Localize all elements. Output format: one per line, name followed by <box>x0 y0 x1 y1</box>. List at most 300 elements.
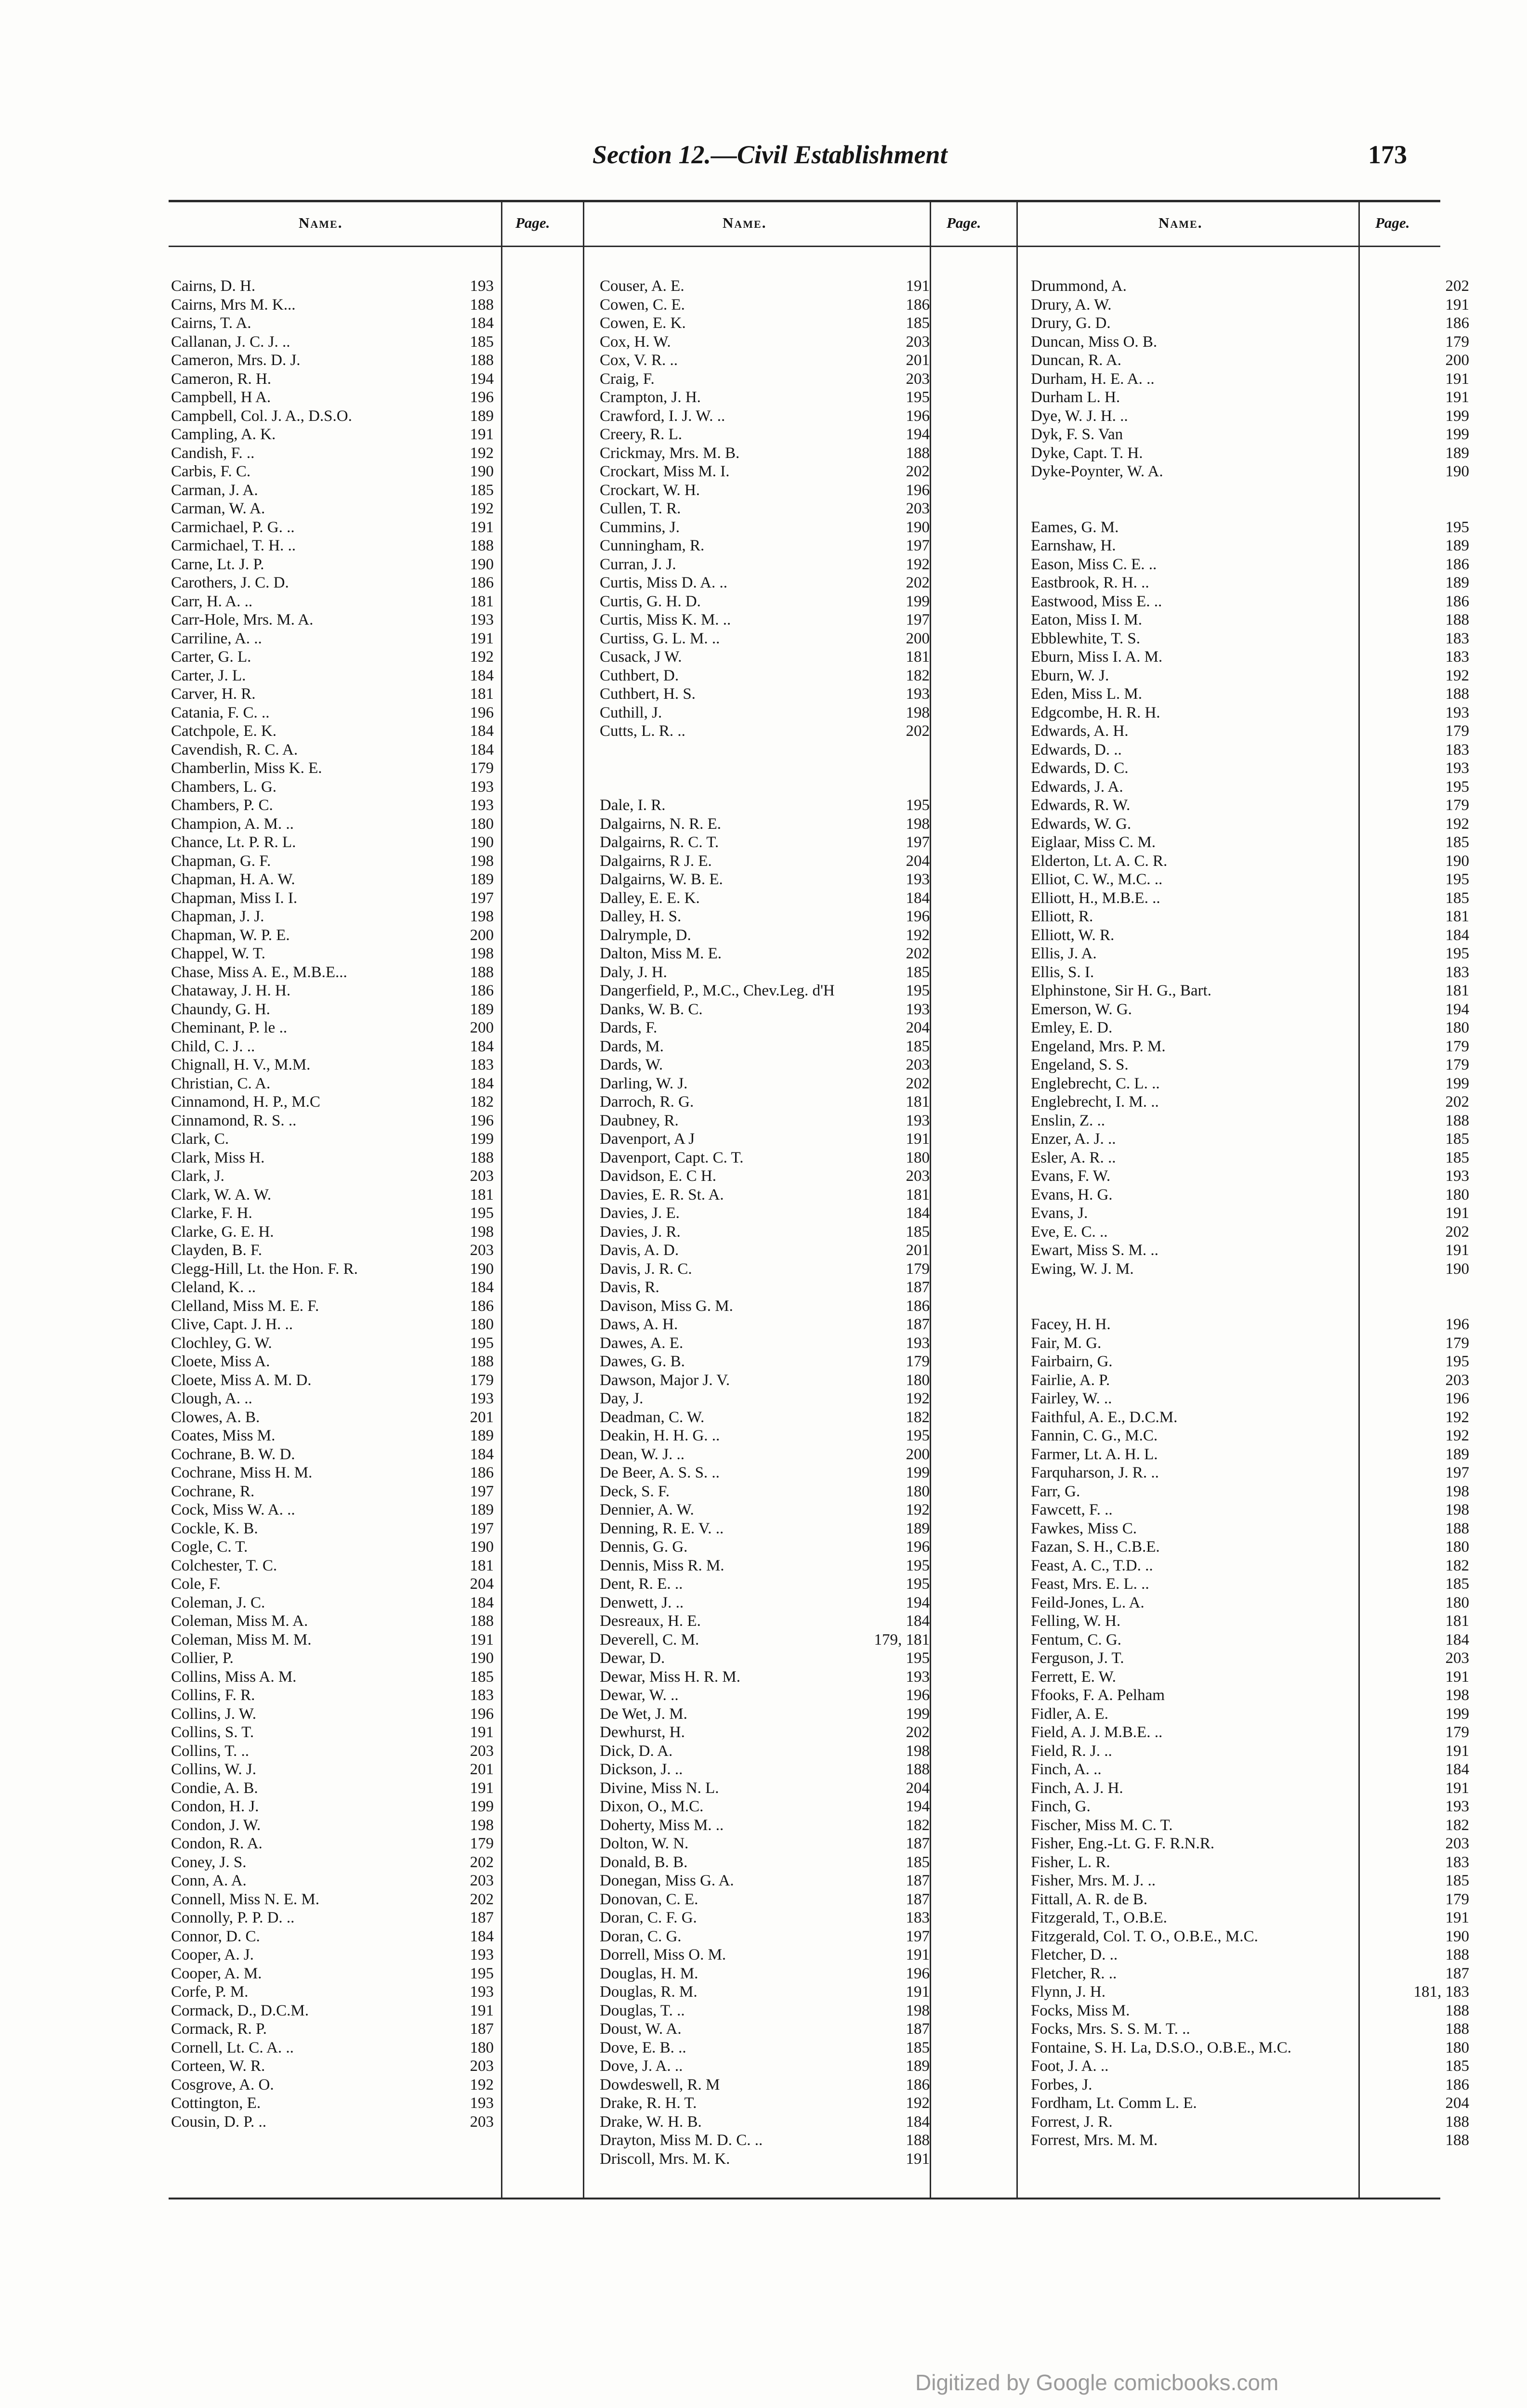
entry-page: 186 <box>1445 2076 1469 2094</box>
index-entry <box>600 1594 930 1612</box>
index-entry <box>600 370 930 389</box>
entry-name: Cosgrove, A. O. <box>171 2076 274 2094</box>
entry-page: 181 <box>906 1093 930 1111</box>
entry-name: Carriline, A. .. <box>171 629 262 647</box>
entry-name: Fannin, C. G., M.C. <box>1031 1427 1158 1444</box>
entry-page: 192 <box>1445 815 1469 833</box>
entry-name: Fidler, A. E. <box>1031 1705 1108 1723</box>
entry-page: 188 <box>470 352 494 369</box>
entry-page: 181 <box>470 592 494 610</box>
index-entry <box>600 1464 930 1482</box>
entry-name: Clowes, A. B. <box>171 1408 260 1426</box>
index-entry <box>600 1871 930 1890</box>
entry-name: Collins, T. .. <box>171 1742 249 1760</box>
entry-page: 183 <box>1445 648 1469 666</box>
entry-name: Eburn, W. J. <box>1031 667 1109 684</box>
index-entry <box>171 982 499 1000</box>
entry-name: Corfe, P. M. <box>171 1983 249 2001</box>
entry-name: Cogle, C. T. <box>171 1538 248 1556</box>
index-entry <box>600 815 930 834</box>
entry-page: 181 <box>906 1186 930 1204</box>
entry-page: 203 <box>906 370 930 388</box>
entry-name: Clough, A. .. <box>171 1390 252 1407</box>
entry-page: 183 <box>470 1056 494 1073</box>
entry-page: 199 <box>1445 1705 1469 1723</box>
entry-name: Dalgairns, R J. E. <box>600 852 712 870</box>
index-entry <box>600 1093 930 1112</box>
entry-name: Ferguson, J. T. <box>1031 1649 1124 1667</box>
entry-name: Dalgairns, W. B. E. <box>600 871 723 888</box>
entry-name: De Wet, J. M. <box>600 1705 687 1723</box>
entry-page: 195 <box>1445 871 1469 888</box>
entry-page: 181 <box>1445 908 1469 925</box>
index-entry <box>171 629 499 648</box>
entry-name: Day, J. <box>600 1390 644 1407</box>
entry-name: Catania, F. C. .. <box>171 704 270 721</box>
entry-name: Fittall, A. R. de B. <box>1031 1890 1148 1908</box>
entry-name: Dove, J. A. .. <box>600 2057 683 2075</box>
entry-page: 187 <box>1445 1964 1469 1982</box>
entry-page: 180 <box>1445 1186 1469 1204</box>
entry-name: Eames, G. M. <box>1031 518 1119 536</box>
index-entry <box>600 1538 930 1557</box>
index-entry <box>171 1760 499 1779</box>
column-divider <box>501 200 502 2199</box>
entry-page: 182 <box>906 667 930 684</box>
entry-page: 189 <box>906 1519 930 1537</box>
entry-page: 197 <box>470 1482 494 1500</box>
index-entry <box>600 1389 930 1408</box>
entry-page: 189 <box>470 407 494 425</box>
index-entry <box>171 944 499 963</box>
index-entry <box>1031 2113 1469 2132</box>
index-entry <box>1031 1352 1469 1371</box>
entry-page: 185 <box>906 314 930 332</box>
entry-name: Campbell, H A. <box>171 389 271 406</box>
index-entry <box>600 574 930 592</box>
entry-page: 191 <box>1445 1742 1469 1760</box>
index-entry <box>600 481 930 500</box>
entry-name: Clark, J. <box>171 1167 224 1185</box>
entry-name: Clark, Miss H. <box>171 1149 265 1166</box>
index-entry <box>1031 518 1469 537</box>
index-entry <box>171 1946 499 1964</box>
entry-page: 180 <box>470 2039 494 2056</box>
index-entry <box>600 1037 930 1056</box>
entry-page: 186 <box>470 1464 494 1481</box>
index-entry <box>1031 1149 1469 1167</box>
index-entry <box>600 1612 930 1631</box>
index-column-3 <box>1031 277 1469 2150</box>
index-entry <box>171 1927 499 1946</box>
index-entry <box>1031 870 1469 889</box>
entry-page: 179 <box>1445 797 1469 814</box>
entry-name: Finch, A. J. H. <box>1031 1779 1123 1797</box>
entry-name: Davidson, E. C H. <box>600 1167 716 1185</box>
entry-page: 194 <box>906 1798 930 1815</box>
entry-page: 181 <box>470 685 494 703</box>
entry-page: 194 <box>1445 1000 1469 1018</box>
entry-page: 191 <box>1445 1779 1469 1797</box>
entry-name: Deakin, H. H. G. .. <box>600 1427 720 1444</box>
entry-page: 199 <box>1445 1074 1469 1092</box>
entry-page: 194 <box>906 426 930 443</box>
index-entry <box>171 1000 499 1019</box>
entry-page: 186 <box>1445 592 1469 610</box>
entry-name: Campling, A. K. <box>171 426 276 443</box>
entry-page: 185 <box>1445 889 1469 907</box>
index-entry <box>600 611 930 629</box>
entry-name: Divine, Miss N. L. <box>600 1779 719 1797</box>
entry-page: 185 <box>906 1037 930 1055</box>
entry-page: 180 <box>1445 1594 1469 1611</box>
index-entry <box>171 425 499 444</box>
entry-page: 198 <box>1445 1482 1469 1500</box>
index-entry <box>600 537 930 555</box>
entry-page: 189 <box>1445 1445 1469 1463</box>
entry-page: 203 <box>470 2113 494 2131</box>
index-entry <box>171 1352 499 1371</box>
index-entry <box>171 963 499 982</box>
entry-name: Clarke, F. H. <box>171 1204 252 1222</box>
entry-page: 179 <box>1445 1056 1469 1073</box>
entry-name: Fisher, Eng.-Lt. G. F. R.N.R. <box>1031 1835 1215 1852</box>
entry-page: 202 <box>470 1853 494 1871</box>
entry-name: Crockart, W. H. <box>600 481 700 499</box>
entry-page: 199 <box>1445 426 1469 443</box>
index-entry <box>171 351 499 370</box>
entry-page: 184 <box>470 741 494 759</box>
entry-page: 179 <box>1445 1334 1469 1352</box>
entry-name: Couser, A. E. <box>600 277 685 295</box>
entry-page: 179 <box>1445 1724 1469 1741</box>
index-entry <box>171 648 499 667</box>
index-entry <box>1031 1371 1469 1390</box>
entry-page: 188 <box>1445 2002 1469 2019</box>
entry-page: 180 <box>1445 1538 1469 1556</box>
index-entry <box>600 499 930 518</box>
entry-name: Chignall, H. V., M.M. <box>171 1056 311 1073</box>
index-entry <box>600 778 927 797</box>
entry-name: Donald, B. B. <box>600 1853 688 1871</box>
index-entry <box>1031 1631 1469 1649</box>
entry-name: Collins, W. J. <box>171 1761 256 1778</box>
page-column-header: Page. <box>1375 214 1410 231</box>
index-entry <box>171 1093 499 1112</box>
entry-name: Doherty, Miss M. .. <box>600 1816 724 1834</box>
index-entry <box>1031 1037 1469 1056</box>
index-entry <box>171 1056 499 1074</box>
index-entry <box>171 555 499 574</box>
entry-page: 201 <box>470 1761 494 1778</box>
entry-page: 191 <box>1445 389 1469 406</box>
entry-name: Chance, Lt. P. R. L. <box>171 834 296 851</box>
index-entry <box>600 667 930 685</box>
index-entry <box>171 1130 499 1149</box>
entry-name: Cairns, T. A. <box>171 314 251 332</box>
index-entry <box>1031 2094 1469 2113</box>
entry-page: 192 <box>1445 1427 1469 1444</box>
index-entry <box>600 1723 930 1742</box>
index-entry <box>171 1797 499 1816</box>
entry-page: 191 <box>470 1779 494 1797</box>
entry-page: 193 <box>1445 704 1469 721</box>
entry-page: 184 <box>470 1037 494 1055</box>
index-entry <box>171 1964 499 1983</box>
index-entry <box>1031 1871 1469 1890</box>
entry-name: Davenport, A J <box>600 1130 695 1148</box>
entry-name: Cooper, A. J. <box>171 1946 254 1963</box>
entry-name: Cuthbert, H. S. <box>600 685 696 703</box>
index-entry <box>1031 963 1469 982</box>
entry-name: Carman, W. A. <box>171 500 265 517</box>
entry-name: Cameron, R. H. <box>171 370 272 388</box>
entry-name: Dent, R. E. .. <box>600 1575 683 1593</box>
entry-name: Chamberlin, Miss K. E. <box>171 759 322 777</box>
entry-name: Dalton, Miss M. E. <box>600 945 722 962</box>
entry-page: 184 <box>470 722 494 740</box>
entry-name: Carmichael, T. H. .. <box>171 537 296 554</box>
entry-name: Cavendish, R. C. A. <box>171 741 298 759</box>
entry-name: Cameron, Mrs. D. J. <box>171 352 301 369</box>
entry-page: 201 <box>470 1408 494 1426</box>
entry-name: Carmichael, P. G. .. <box>171 518 295 536</box>
entry-name: Denning, R. E. V. .. <box>600 1519 724 1537</box>
entry-name: Dalgairns, N. R. E. <box>600 815 722 833</box>
entry-name: Douglas, R. M. <box>600 1983 698 2001</box>
entry-name: Curtis, Miss K. M. .. <box>600 611 731 628</box>
entry-page: 196 <box>470 1112 494 1129</box>
entry-page: 185 <box>1445 834 1469 851</box>
index-entry <box>600 1186 930 1204</box>
entry-page: 191 <box>1445 370 1469 388</box>
entry-page: 202 <box>906 1074 930 1092</box>
entry-page: 190 <box>470 463 494 480</box>
index-entry <box>171 1186 499 1204</box>
entry-name: Catchpole, E. K. <box>171 722 277 740</box>
index-entry <box>600 1519 930 1538</box>
entry-name: Emerson, W. G. <box>1031 1000 1132 1018</box>
entry-name: Dale, I. R. <box>600 797 666 814</box>
index-entry <box>600 2057 930 2076</box>
entry-page: 180 <box>906 1482 930 1500</box>
entry-name: Coleman, Miss M. A. <box>171 1612 308 1630</box>
entry-page: 191 <box>1445 1909 1469 1926</box>
entry-page: 183 <box>906 1909 930 1926</box>
entry-page: 197 <box>470 889 494 907</box>
index-entry <box>171 778 499 797</box>
entry-name: Carter, G. L. <box>171 648 251 666</box>
entry-name: Dyk, F. S. Van <box>1031 426 1123 443</box>
index-entry <box>171 1686 499 1705</box>
entry-page: 203 <box>1445 1649 1469 1667</box>
entry-page: 195 <box>906 1427 930 1444</box>
entry-page: 198 <box>1445 1501 1469 1518</box>
entry-name: Fawkes, Miss C. <box>1031 1519 1137 1537</box>
index-entry <box>171 277 499 296</box>
entry-page: 191 <box>470 629 494 647</box>
index-entry <box>171 1278 499 1297</box>
entry-page: 195 <box>906 797 930 814</box>
entry-name: Curran, J. J. <box>600 555 676 573</box>
entry-name: Ferrett, E. W. <box>1031 1668 1116 1686</box>
entry-page: 199 <box>906 1705 930 1723</box>
index-entry <box>171 1037 499 1056</box>
entry-page: 186 <box>470 1297 494 1315</box>
entry-name: Fair, M. G. <box>1031 1334 1102 1352</box>
entry-name: Dawes, A. E. <box>600 1334 684 1352</box>
index-entry <box>1031 333 1469 352</box>
top-rule <box>169 200 1440 202</box>
entry-page: 193 <box>1445 759 1469 777</box>
index-entry <box>600 1315 930 1334</box>
entry-page: 185 <box>906 1853 930 1871</box>
index-entry <box>171 1464 499 1482</box>
index-entry <box>1031 1482 1469 1501</box>
entry-page: 193 <box>906 1000 930 1018</box>
entry-name: Christian, C. A. <box>171 1074 271 1092</box>
index-entry <box>600 1352 930 1371</box>
index-entry <box>1031 1130 1469 1149</box>
entry-name: Dorrell, Miss O. M. <box>600 1946 726 1963</box>
entry-page: 179 <box>1445 333 1469 351</box>
index-entry <box>1031 425 1469 444</box>
index-entry <box>171 407 499 426</box>
entry-page: 184 <box>1445 1761 1469 1778</box>
index-entry <box>171 537 499 555</box>
index-entry <box>600 1779 930 1798</box>
entry-page: 181, 183 <box>1413 1983 1469 2001</box>
entry-page: 195 <box>470 1204 494 1222</box>
entry-page: 184 <box>470 1594 494 1611</box>
entry-page: 186 <box>906 2076 930 2094</box>
index-entry <box>171 499 499 518</box>
index-entry <box>171 1389 499 1408</box>
entry-page: 199 <box>470 1130 494 1148</box>
entry-page: 183 <box>1445 963 1469 981</box>
entry-page: 191 <box>906 1130 930 1148</box>
entry-name: Dick, D. A. <box>600 1742 673 1760</box>
index-entry <box>1031 1501 1469 1519</box>
index-entry <box>171 833 499 852</box>
index-entry <box>600 2076 930 2094</box>
entry-name: Elderton, Lt. A. C. R. <box>1031 852 1168 870</box>
entry-page: 198 <box>470 1223 494 1241</box>
index-entry <box>1031 1946 1469 1964</box>
index-entry <box>171 1223 499 1242</box>
index-entry <box>600 314 930 333</box>
index-entry <box>600 1686 930 1705</box>
index-entry <box>171 1149 499 1167</box>
index-entry <box>171 667 499 685</box>
entry-page: 200 <box>470 926 494 944</box>
entry-page: 192 <box>470 2076 494 2094</box>
index-entry <box>600 1167 930 1186</box>
index-entry <box>171 741 499 759</box>
entry-name: Field, R. J. .. <box>1031 1742 1112 1760</box>
entry-name: Dove, E. B. .. <box>600 2039 686 2056</box>
index-entry <box>171 685 499 704</box>
entry-name: Eason, Miss C. E. .. <box>1031 555 1157 573</box>
entry-name: Farmer, Lt. A. H. L. <box>1031 1445 1158 1463</box>
index-entry <box>1031 1093 1469 1112</box>
entry-name: Dennis, G. G. <box>600 1538 688 1556</box>
entry-name: Doust, W. A. <box>600 2020 682 2038</box>
entry-page: 192 <box>906 1390 930 1407</box>
entry-page: 191 <box>470 1724 494 1741</box>
index-entry <box>171 2057 499 2076</box>
entry-name: Dards, W. <box>600 1056 663 1073</box>
entry-page: 189 <box>470 1427 494 1444</box>
entry-name: Elliot, C. W., M.C. .. <box>1031 871 1163 888</box>
entry-name: Clarke, G. E. H. <box>171 1223 274 1241</box>
entry-page: 186 <box>470 982 494 999</box>
entry-name: Clark, W. A. W. <box>171 1186 272 1204</box>
entry-name: Cuthill, J. <box>600 704 662 721</box>
index-entry <box>171 1779 499 1798</box>
entry-page: 194 <box>906 1594 930 1611</box>
entry-page: 193 <box>470 2094 494 2112</box>
entry-name: Cole, F. <box>171 1575 221 1593</box>
index-entry <box>600 296 930 314</box>
index-entry <box>171 1890 499 1909</box>
entry-page: 179 <box>470 1835 494 1852</box>
header-rule <box>169 246 1440 247</box>
index-entry <box>1031 1705 1469 1724</box>
entry-name: Cochrane, R. <box>171 1482 255 1500</box>
index-column-2 <box>600 277 930 2168</box>
entry-name: Chapman, W. P. E. <box>171 926 290 944</box>
entry-page: 188 <box>470 1612 494 1630</box>
entry-page: 187 <box>906 1316 930 1333</box>
entry-page: 204 <box>1445 2094 1469 2112</box>
entry-name: Dean, W. J. .. <box>600 1445 685 1463</box>
index-entry <box>171 1426 499 1445</box>
index-entry <box>171 2113 499 2132</box>
index-entry <box>600 1797 930 1816</box>
index-entry <box>600 963 930 982</box>
entry-page: 183 <box>1445 1853 1469 1871</box>
entry-page: 188 <box>1445 2020 1469 2038</box>
entry-page: 191 <box>906 277 930 295</box>
entry-name: Curtis, G. H. D. <box>600 592 701 610</box>
index-entry <box>171 2020 499 2039</box>
entry-name: Eve, E. C. .. <box>1031 1223 1108 1241</box>
entry-name: Coates, Miss M. <box>171 1427 276 1444</box>
index-entry <box>600 1927 930 1946</box>
entry-name: Champion, A. M. .. <box>171 815 294 833</box>
entry-name: Doran, C. F. G. <box>600 1909 697 1926</box>
entry-page: 193 <box>470 277 494 295</box>
index-entry <box>600 388 930 407</box>
entry-name: Corteen, W. R. <box>171 2057 265 2075</box>
index-entry <box>1031 1260 1469 1279</box>
entry-page: 199 <box>470 1798 494 1815</box>
entry-page: 187 <box>906 1835 930 1852</box>
entry-name: Clegg-Hill, Lt. the Hon. F. R. <box>171 1260 358 1278</box>
entry-page: 184 <box>906 889 930 907</box>
entry-name: Collins, S. T. <box>171 1724 254 1741</box>
index-entry <box>600 926 930 945</box>
entry-name: Crockart, Miss M. I. <box>600 463 730 480</box>
entry-page: 179 <box>470 1371 494 1389</box>
entry-page: 185 <box>1445 1575 1469 1593</box>
index-entry <box>600 1909 930 1927</box>
index-entry <box>600 1946 930 1964</box>
entry-name: Davis, A. D. <box>600 1242 679 1259</box>
entry-page: 197 <box>470 1519 494 1537</box>
entry-page: 198 <box>470 945 494 962</box>
